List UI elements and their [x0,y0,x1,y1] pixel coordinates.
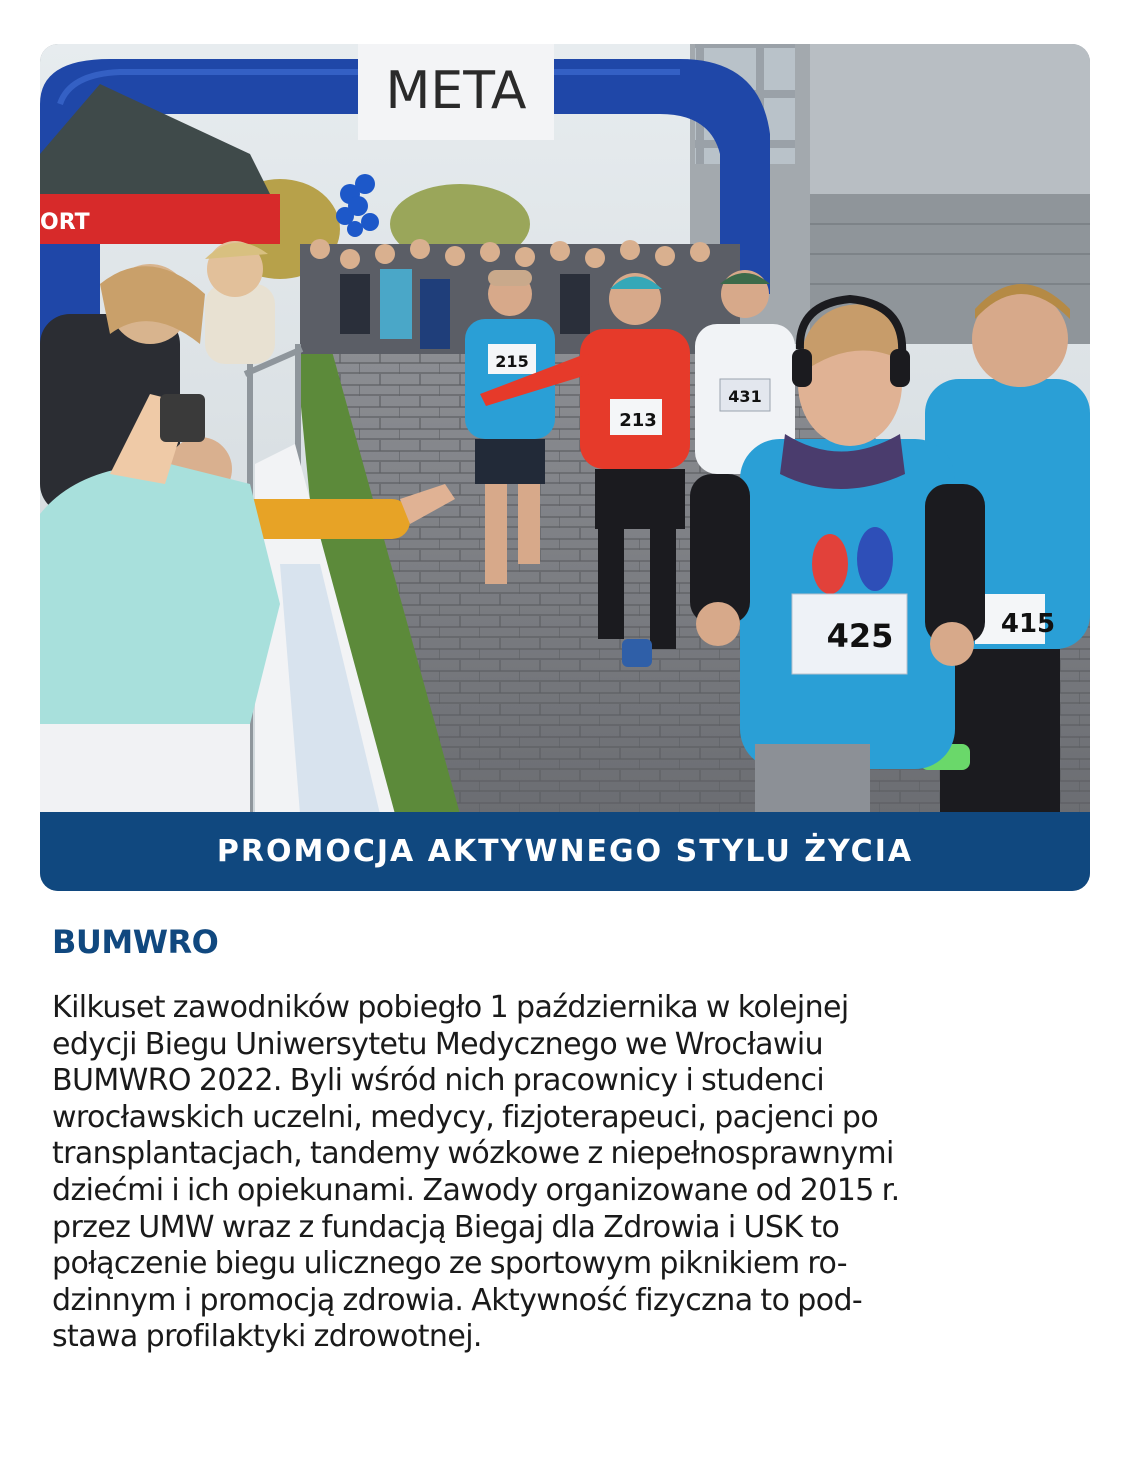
article-body [52,990,1097,1356]
section-banner: PROMOCJA AKTYWNEGO STYLU ŻYCIA [40,812,1090,891]
article-line: edycji Biegu Uniwersytetu Medycznego we Wrocławiu [52,1026,824,1062]
photo-card [40,44,1090,891]
bib-425: 425 [826,617,894,655]
article-line: dziećmi i ich opiekunami. Zawody organizowane od 2015 r. [52,1172,900,1208]
bib-431: 431 [728,387,762,406]
bib-213: 213 [619,410,657,431]
article-line: połączenie biegu ulicznego ze sportowym piknikiem ro- [52,1246,848,1282]
article-line: Kilkuset zawodników pobiegło 1 października w kolejnej [52,990,849,1025]
article-line: przez UMW wraz z fundacją Biegaj dla Zdrowia i USK to [52,1209,840,1245]
article-line: stawa profilaktyki zdrowotnej. [52,1319,482,1355]
article-line: transplantacjach, tandemy wózkowe z niepełnosprawnymi [52,1136,894,1172]
article-heading: BUMWRO [52,923,219,961]
article-line: wrocławskich uczelni, medycy, fizjoterapeuci, pacjenci po [52,1099,879,1135]
arch-sign-text: META [385,61,527,121]
tent-text: ORT [40,210,90,235]
article-line: BUMWRO 2022. Byli wśród nich pracownicy i studenci [52,1063,825,1099]
article-line: dzinnym i promocją zdrowia. Aktywność fizyczna to pod- [52,1282,863,1318]
bib-215: 215 [495,352,529,371]
race-photo [40,44,1090,814]
bib-415: 415 [1000,609,1056,639]
